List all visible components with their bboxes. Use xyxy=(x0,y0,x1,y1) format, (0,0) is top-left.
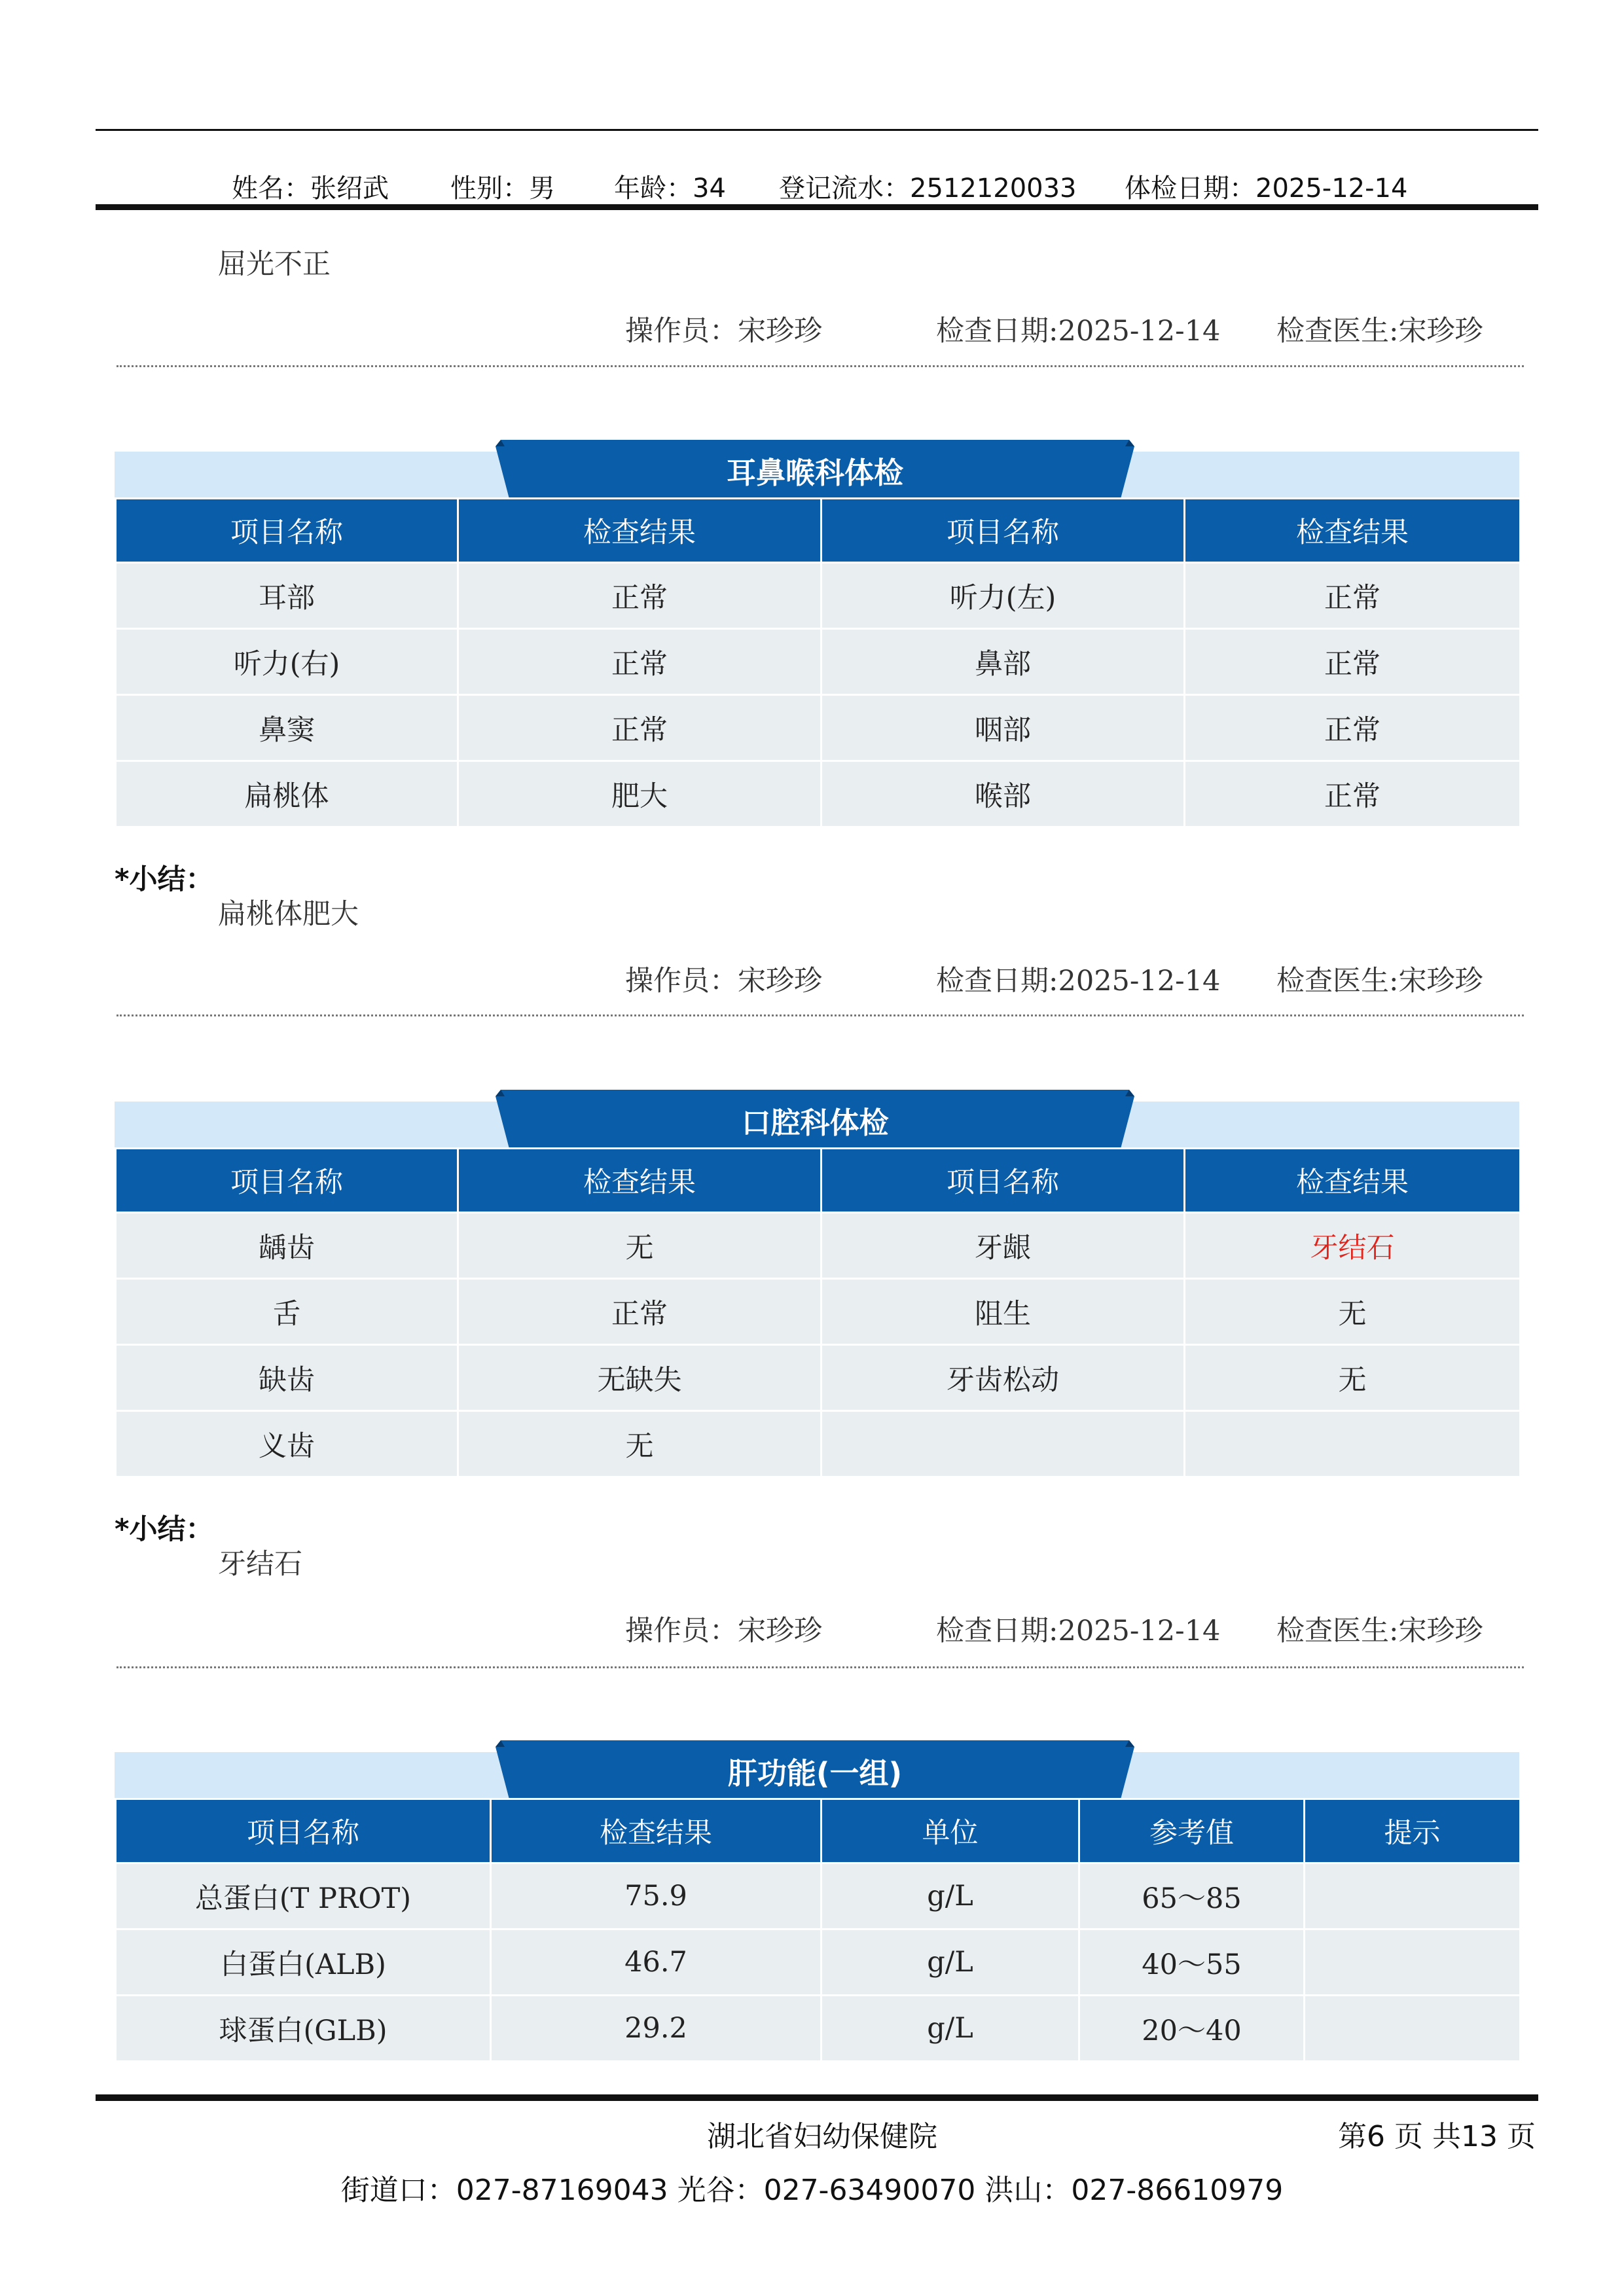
item-reference: 65～85 xyxy=(1079,1863,1305,1929)
item-result: 无缺失 xyxy=(458,1345,821,1411)
patient-info-bar xyxy=(96,168,1538,204)
item-result: 75.9 xyxy=(491,1863,821,1929)
institution-name: 湖北省妇幼保健院 xyxy=(707,2120,937,2153)
footer-rule xyxy=(96,2094,1538,2101)
header-top-rule xyxy=(96,129,1538,131)
item-name: 义齿 xyxy=(116,1411,458,1477)
column-header: 参考值 xyxy=(1079,1799,1305,1863)
oral-title: 口腔科体检 xyxy=(741,1105,889,1140)
table-row xyxy=(116,1279,1521,1345)
item-result: 无 xyxy=(458,1411,821,1477)
table-row xyxy=(116,1345,1521,1411)
item-unit: g/L xyxy=(821,1929,1079,1996)
item-name: 龋齿 xyxy=(116,1213,458,1279)
column-header: 检查结果 xyxy=(491,1799,821,1863)
item-name: 牙齿松动 xyxy=(821,1345,1185,1411)
item-result: 正常 xyxy=(1185,563,1521,629)
item-name: 听力(左) xyxy=(821,563,1185,629)
oral-doctor: 检查医生:宋珍珍 xyxy=(1276,1615,1483,1647)
item-result: 正常 xyxy=(1185,695,1521,761)
table-row xyxy=(116,629,1521,695)
item-result: 无 xyxy=(1185,1279,1521,1345)
oral-title-tab xyxy=(496,1090,1134,1149)
column-header: 项目名称 xyxy=(821,1149,1185,1213)
item-name: 鼻窦 xyxy=(116,695,458,761)
section-divider xyxy=(117,1014,1524,1016)
prev-conclusion: 屈光不正 xyxy=(218,248,331,281)
patient-name: 姓名：张绍武 xyxy=(232,173,389,204)
item-name: 舌 xyxy=(116,1279,458,1345)
ent-summary-label: *小结： xyxy=(115,863,214,896)
item-name: 球蛋白(GLB) xyxy=(116,1996,491,2062)
contact-phones: 街道口：027-87169043 光谷：027-63490070 洪山：027-86610979 xyxy=(340,2174,1284,2207)
item-result: 46.7 xyxy=(491,1929,821,1996)
item-name: 喉部 xyxy=(821,761,1185,827)
column-header: 项目名称 xyxy=(821,499,1185,563)
oral-summary: 牙结石 xyxy=(218,1548,302,1581)
item-reference: 20～40 xyxy=(1079,1996,1305,2062)
table-header-row xyxy=(116,1799,1521,1863)
column-header: 项目名称 xyxy=(116,499,458,563)
column-header: 检查结果 xyxy=(1185,499,1521,563)
ent-doctor: 检查医生:宋珍珍 xyxy=(1276,965,1483,997)
oral-summary-label: *小结： xyxy=(115,1513,214,1546)
item-result: 正常 xyxy=(458,629,821,695)
table-row xyxy=(116,695,1521,761)
table-row xyxy=(116,563,1521,629)
table-header-row xyxy=(116,499,1521,563)
item-name: 缺齿 xyxy=(116,1345,458,1411)
registration-serial: 登记流水：2512120033 xyxy=(779,173,1077,204)
header-bottom-rule xyxy=(96,204,1538,210)
item-name: 鼻部 xyxy=(821,629,1185,695)
oral-check-date: 检查日期:2025-12-14 xyxy=(936,1615,1221,1647)
item-unit: g/L xyxy=(821,1863,1079,1929)
prev-operator: 操作员：宋珍珍 xyxy=(625,315,822,348)
column-header: 项目名称 xyxy=(116,1799,491,1863)
item-name: 咽部 xyxy=(821,695,1185,761)
ent-title-tab xyxy=(496,440,1134,499)
column-header: 检查结果 xyxy=(458,499,821,563)
page-number: 第6 页 共13 页 xyxy=(1338,2120,1536,2153)
table-row xyxy=(116,1996,1521,2062)
item-result: 正常 xyxy=(1185,629,1521,695)
table-row xyxy=(116,761,1521,827)
item-name: 听力(右) xyxy=(116,629,458,695)
table-header-row xyxy=(116,1149,1521,1213)
item-result: 无 xyxy=(1185,1345,1521,1411)
item-name: 总蛋白(T PROT) xyxy=(116,1863,491,1929)
oral-operator: 操作员：宋珍珍 xyxy=(625,1615,822,1647)
table-row xyxy=(116,1863,1521,1929)
item-name: 耳部 xyxy=(116,563,458,629)
exam-date: 体检日期：2025-12-14 xyxy=(1125,173,1408,204)
item-name: 阻生 xyxy=(821,1279,1185,1345)
item-hint xyxy=(1305,1929,1521,1996)
item-unit: g/L xyxy=(821,1996,1079,2062)
patient-gender: 性别：男 xyxy=(450,173,555,204)
ent-summary: 扁桃体肥大 xyxy=(218,898,359,931)
table-row xyxy=(116,1213,1521,1279)
table-row xyxy=(116,1929,1521,1996)
ent-title: 耳鼻喉科体检 xyxy=(726,456,903,490)
ent-check-date: 检查日期:2025-12-14 xyxy=(936,965,1221,997)
table-row xyxy=(116,1411,1521,1477)
ent-operator: 操作员：宋珍珍 xyxy=(625,965,822,997)
liver-title-tab xyxy=(496,1740,1134,1799)
column-header: 检查结果 xyxy=(1185,1149,1521,1213)
item-result: 肥大 xyxy=(458,761,821,827)
item-result-abnormal: 牙结石 xyxy=(1185,1213,1521,1279)
item-result xyxy=(1185,1411,1521,1477)
column-header: 单位 xyxy=(821,1799,1079,1863)
item-result: 正常 xyxy=(458,563,821,629)
item-name xyxy=(821,1411,1185,1477)
item-result: 29.2 xyxy=(491,1996,821,2062)
item-result: 正常 xyxy=(1185,761,1521,827)
item-hint xyxy=(1305,1996,1521,2062)
column-header: 提示 xyxy=(1305,1799,1521,1863)
ent-table xyxy=(115,497,1521,828)
prev-check-date: 检查日期:2025-12-14 xyxy=(936,315,1221,348)
section-divider xyxy=(117,1666,1524,1668)
item-reference: 40～55 xyxy=(1079,1929,1305,1996)
item-hint xyxy=(1305,1863,1521,1929)
item-name: 白蛋白(ALB) xyxy=(116,1929,491,1996)
patient-age: 年龄：34 xyxy=(614,173,726,204)
item-name: 扁桃体 xyxy=(116,761,458,827)
item-result: 无 xyxy=(458,1213,821,1279)
item-result: 正常 xyxy=(458,695,821,761)
liver-title: 肝功能(一组) xyxy=(727,1756,903,1791)
column-header: 检查结果 xyxy=(458,1149,821,1213)
section-divider xyxy=(117,365,1524,367)
oral-table xyxy=(115,1147,1521,1478)
item-result: 正常 xyxy=(458,1279,821,1345)
item-name: 牙龈 xyxy=(821,1213,1185,1279)
prev-doctor: 检查医生:宋珍珍 xyxy=(1276,315,1483,348)
liver-table xyxy=(115,1798,1521,2062)
column-header: 项目名称 xyxy=(116,1149,458,1213)
